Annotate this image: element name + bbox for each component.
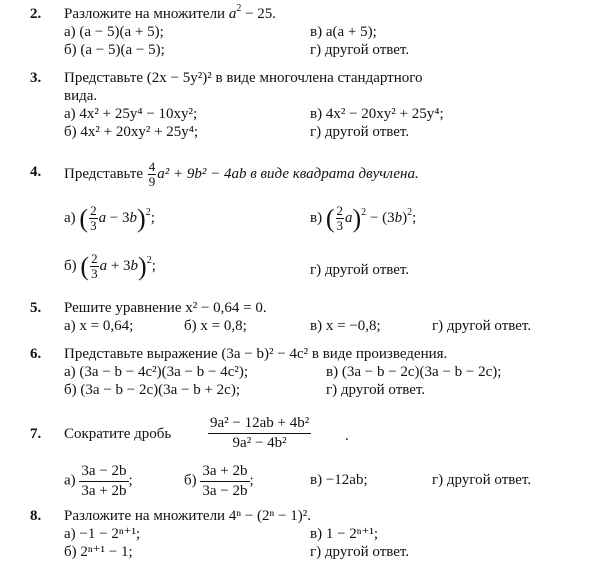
question-prompt: Представьте $\frac{4}{9}$ a² + 9b² − 4ab в виде квадрата двучлена. (64, 159, 419, 190)
answer-c: в) ( $\frac{2}{3}$ $a)^2 - (3b)^2$; (310, 203, 417, 234)
answer-d: г) другой ответ. (326, 382, 426, 398)
answer-b: б) x = 0,8; (184, 318, 247, 334)
question-number: 4. (30, 164, 42, 180)
answer-a: а) x = 0,64; (64, 318, 134, 334)
question-number: 7. (30, 426, 42, 442)
question-prompt: Сократите дробь (64, 426, 172, 442)
answer-a: а) −1 − 2ⁿ⁺¹; (64, 526, 141, 542)
question-prompt-cont: вида. (64, 88, 98, 104)
answer-b: б) (a − 5)(a − 5); (64, 42, 165, 58)
question-number: 2. (30, 6, 42, 22)
answer-a: а) (a − 5)(a + 5); (64, 24, 164, 40)
answer-c: в) a(a + 5); (310, 24, 377, 40)
answer-c: в) (3a − b − 2c)(3a − b − 2c); (326, 364, 502, 380)
answer-d: г) другой ответ. (310, 262, 410, 278)
answer-d: г) другой ответ. (432, 472, 532, 488)
answer-d: г) другой ответ. (310, 544, 410, 560)
answer-a: а) 4x² + 25y⁴ − 10xy²; (64, 106, 198, 122)
question-number: 8. (30, 508, 42, 524)
question-prompt: Решите уравнение x² − 0,64 = 0. (64, 300, 267, 316)
answer-a: а) (3a − b − 4c²)(3a − b − 4c²); (64, 364, 249, 380)
answer-c: в) 4x² − 20xy² + 25y⁴; (310, 106, 444, 122)
punctuation: . (345, 428, 349, 444)
answer-c: в) −12ab; (310, 472, 368, 488)
answer-d: г) другой ответ. (310, 42, 410, 58)
question-prompt: Разложите на множители $a^2 - 25$. (64, 3, 277, 22)
answer-a: а) ( $\frac{2}{3}$ a − 3b)$^2$; (64, 203, 155, 234)
answer-c: в) 1 − 2ⁿ⁺¹; (310, 526, 379, 542)
answer-d: г) другой ответ. (310, 124, 410, 140)
answer-b: б) 4x² + 20xy² + 25y⁴; (64, 124, 199, 140)
question-prompt: Представьте (2x − 5y²)² в виде многочлена стандартного (64, 70, 423, 86)
question-number: 3. (30, 70, 42, 86)
question-prompt: Представьте выражение (3a − b)² − 4c² в виде произведения. (64, 346, 448, 362)
answer-b: б) ( $\frac{2}{3}$ a + 3b)$^2$; (64, 251, 156, 282)
answer-b: б) (3a − b − 2c)(3a − b + 2c); (64, 382, 240, 398)
question-prompt: Разложите на множители 4ⁿ − (2ⁿ − 1)². (64, 508, 311, 524)
answer-d: г) другой ответ. (432, 318, 532, 334)
answer-b: б) 2ⁿ⁺¹ − 1; (64, 544, 133, 560)
given-fraction: 9a² − 12ab + 4b² 9a² − 4b² (210, 415, 310, 451)
answer-c: в) x = −0,8; (310, 318, 381, 334)
question-number: 6. (30, 346, 42, 362)
answer-a: а) $\frac{3a - 2b}{3a + 2b}$ ; (64, 463, 133, 499)
answer-b: б) $\frac{3a + 2b}{3a - 2b}$ ; (184, 463, 254, 499)
question-number: 5. (30, 300, 42, 316)
